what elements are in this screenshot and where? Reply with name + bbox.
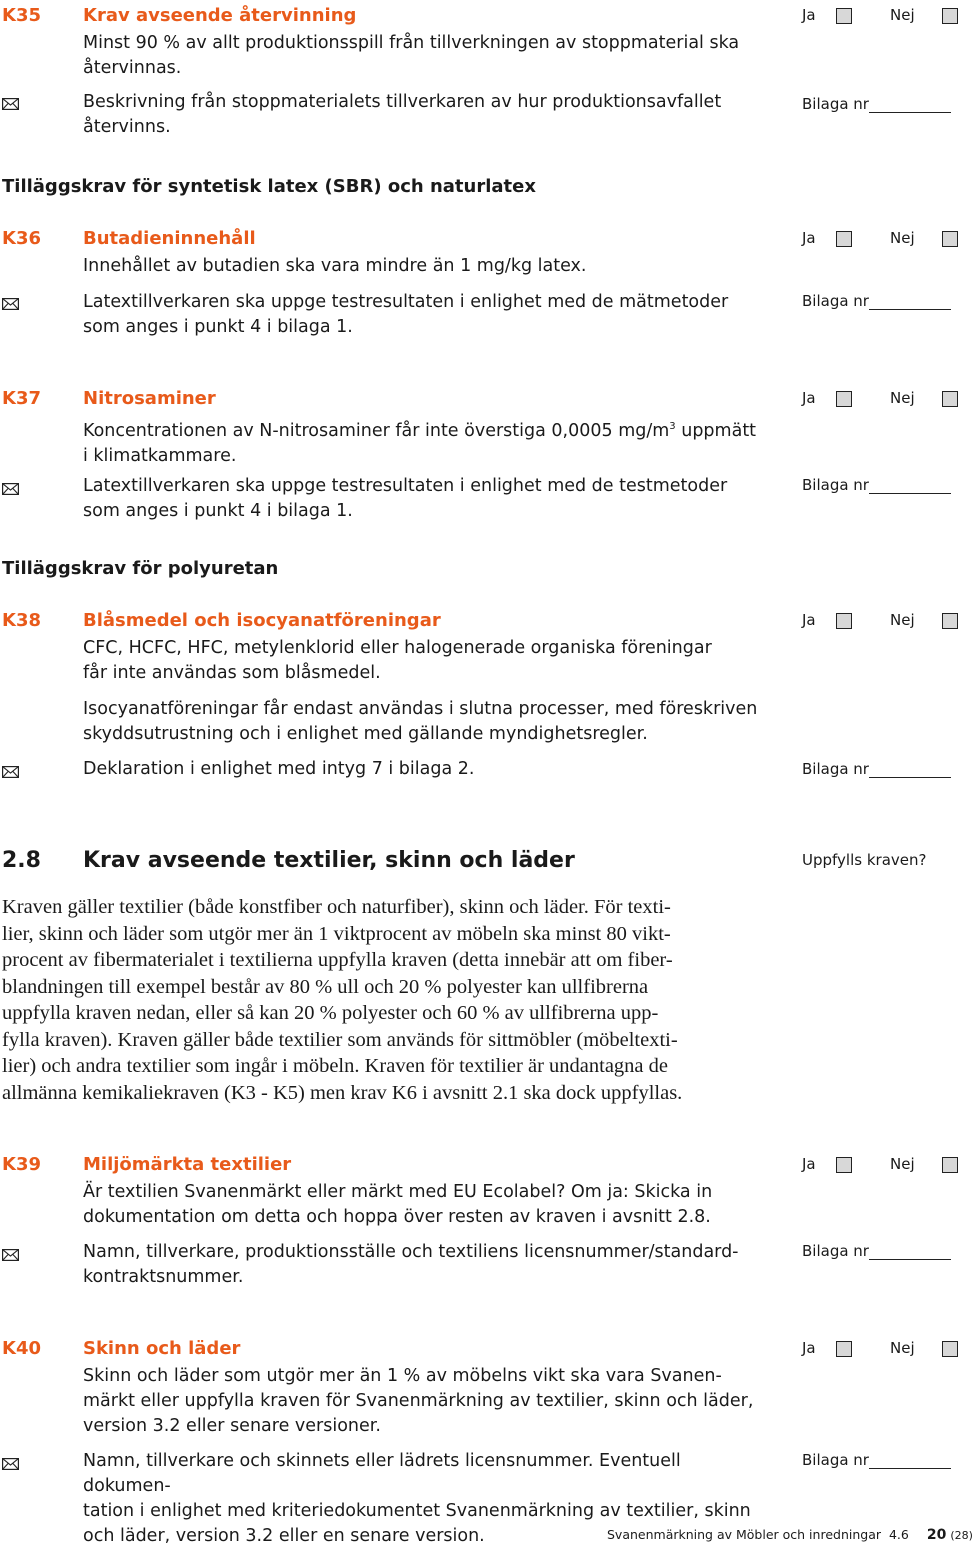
k40-documentation: Namn, tillverkare och skinnets eller lädrets licensnummer. Eventuell dokumen- tation i enlighet med kriteriedokumentet Svanenmärkning av textilier, skinn och läder, version 3.2 eller en senare version.: [83, 1451, 751, 1546]
nej-checkbox[interactable]: [942, 1157, 958, 1173]
k37-text: Koncentrationen av N-nitrosaminer får inte överstiga 0,0005 $mg/m^3$ uppmätt i klimatkammare.: [83, 420, 757, 466]
ja-label: Ja: [802, 611, 816, 629]
uppfylls-label: Uppfylls kraven?: [802, 851, 927, 869]
section-heading-sbr: Tilläggskrav för syntetisk latex (SBR) och naturlatex: [2, 176, 536, 197]
footer-version: 4.6: [888, 1527, 909, 1542]
nej-label: Nej: [890, 229, 915, 247]
k36-text: Innehållet av butadien ska vara mindre än 1 mg/kg latex.: [83, 256, 587, 276]
nej-checkbox[interactable]: [942, 1341, 958, 1357]
ja-checkbox[interactable]: [836, 1341, 852, 1357]
nej-label: Nej: [890, 6, 915, 24]
nej-checkbox[interactable]: [942, 231, 958, 247]
k40-code: K40: [2, 1338, 41, 1359]
section-intro-paragraph: Kraven gäller textilier (både konstfiber och naturfiber), skinn och läder. För texti- lier, skinn och läder som utgör mer än 1 viktprocent av möbeln ska minst 80 vikt- procent av fibermaterialet i textilierna uppfylla kraven (detta innebär att om fiber- blandningen till exempel består av 80 % ull och 20 % polyester kan ullfibrerna uppfylla kraven nedan, eller så kan 20 % polyester och 60 % av ullfibrerna upp- fylla kraven). Kraven gäller både textilier som används för sittmöbler (möbeltexti- lier) och andra textilier som ingår i möbeln. Kraven för textilier är undantagna de allmänna kemikaliekraven (K3 - K5) men krav K6 i avsnitt 2.1 ska dock uppfyllas.: [2, 896, 683, 1104]
k40-title: Skinn och läder: [83, 1338, 241, 1359]
ja-checkbox[interactable]: [836, 8, 852, 24]
bilaga-input-line[interactable]: [869, 1454, 951, 1469]
ja-checkbox[interactable]: [836, 613, 852, 629]
section-title: Krav avseende textilier, skinn och läder: [83, 848, 575, 873]
ja-label: Ja: [802, 229, 816, 247]
k35-code: K35: [2, 5, 41, 26]
k37-code: K37: [2, 388, 41, 409]
k36-code: K36: [2, 228, 41, 249]
nej-label: Nej: [890, 611, 915, 629]
k39-text: Är textilien Svanenmärkt eller märkt med EU Ecolabel? Om ja: Skicka in dokumentation om detta och hoppa över resten av kraven i avsnitt 2.8.: [83, 1182, 713, 1227]
k38-text-2: Isocyanatföreningar får endast användas i slutna processer, med föreskriven skyddsutrustning och i enlighet med gällande myndighetsregler.: [83, 699, 758, 744]
page-footer: [607, 1527, 973, 1543]
bilaga-input-line[interactable]: [869, 1245, 951, 1260]
ja-label: Ja: [802, 6, 816, 24]
bilaga-label: Bilaga nr: [802, 760, 869, 778]
footer-page-total: (28): [950, 1529, 973, 1542]
k35-title: Krav avseende återvinning: [83, 5, 357, 26]
k37-documentation: Latextillverkaren ska uppge testresultaten i enlighet med de testmetoder som anges i punkt 4 i bilaga 1.: [83, 476, 728, 521]
nej-label: Nej: [890, 389, 915, 407]
bilaga-input-line[interactable]: [869, 98, 951, 113]
k38-code: K38: [2, 610, 41, 631]
bilaga-input-line[interactable]: [869, 763, 951, 778]
ja-checkbox[interactable]: [836, 1157, 852, 1173]
envelope-icon: [2, 1455, 19, 1474]
footer-doc-title: Svanenmärkning av Möbler och inredningar: [607, 1527, 881, 1542]
bilaga-field[interactable]: [802, 760, 951, 778]
nej-checkbox[interactable]: [942, 391, 958, 407]
ja-checkbox[interactable]: [836, 391, 852, 407]
envelope-icon: [2, 95, 19, 114]
ja-label: Ja: [802, 1339, 816, 1357]
bilaga-field[interactable]: [802, 1451, 951, 1469]
ja-label: Ja: [802, 1155, 816, 1173]
bilaga-label: Bilaga nr: [802, 95, 869, 113]
bilaga-label: Bilaga nr: [802, 292, 869, 310]
k38-text: CFC, HCFC, HFC, metylenklorid eller halogenerade organiska föreningar får inte användas som blåsmedel.: [83, 638, 712, 683]
bilaga-label: Bilaga nr: [802, 1242, 869, 1260]
envelope-icon: [2, 295, 19, 314]
section-heading-polyurethane: Tilläggskrav för polyuretan: [2, 558, 279, 579]
bilaga-label: Bilaga nr: [802, 1451, 869, 1469]
nej-checkbox[interactable]: [942, 613, 958, 629]
bilaga-field[interactable]: [802, 292, 951, 310]
envelope-icon: [2, 480, 19, 499]
bilaga-label: Bilaga nr: [802, 476, 869, 494]
nej-checkbox[interactable]: [942, 8, 958, 24]
envelope-icon: [2, 763, 19, 782]
k38-documentation: Deklaration i enlighet med intyg 7 i bilaga 2.: [83, 759, 475, 779]
k39-code: K39: [2, 1154, 41, 1175]
ja-label: Ja: [802, 389, 816, 407]
bilaga-field[interactable]: [802, 1242, 951, 1260]
k36-documentation: Latextillverkaren ska uppge testresultaten i enlighet med de mätmetoder som anges i punkt 4 i bilaga 1.: [83, 292, 729, 337]
k35-documentation: Beskrivning från stoppmaterialets tillverkaren av hur produktionsavfallet återvinns.: [83, 92, 722, 137]
bilaga-field[interactable]: [802, 95, 951, 113]
k37-title: Nitrosaminer: [83, 388, 216, 409]
k40-text: Skinn och läder som utgör mer än 1 % av möbelns vikt ska vara Svanen- märkt eller uppfylla kraven för Svanenmärkning av textilier, skinn och läder, version 3.2 eller senare versioner.: [83, 1366, 754, 1436]
ja-checkbox[interactable]: [836, 231, 852, 247]
bilaga-field[interactable]: [802, 476, 951, 494]
k39-documentation: Namn, tillverkare, produktionsställe och textiliens licensnummer/standard- kontraktsnummer.: [83, 1242, 739, 1287]
k38-title: Blåsmedel och isocyanatföreningar: [83, 610, 441, 631]
section-number: 2.8: [2, 848, 41, 873]
k36-title: Butadieninnehåll: [83, 228, 256, 249]
footer-page-number: 20: [926, 1527, 947, 1543]
envelope-icon: [2, 1246, 19, 1265]
k39-title: Miljömärkta textilier: [83, 1154, 292, 1175]
k35-text: Minst 90 % av allt produktionsspill från tillverkningen av stoppmaterial ska återvinnas.: [83, 33, 740, 78]
bilaga-input-line[interactable]: [869, 295, 951, 310]
bilaga-input-line[interactable]: [869, 479, 951, 494]
nej-label: Nej: [890, 1339, 915, 1357]
nej-label: Nej: [890, 1155, 915, 1173]
